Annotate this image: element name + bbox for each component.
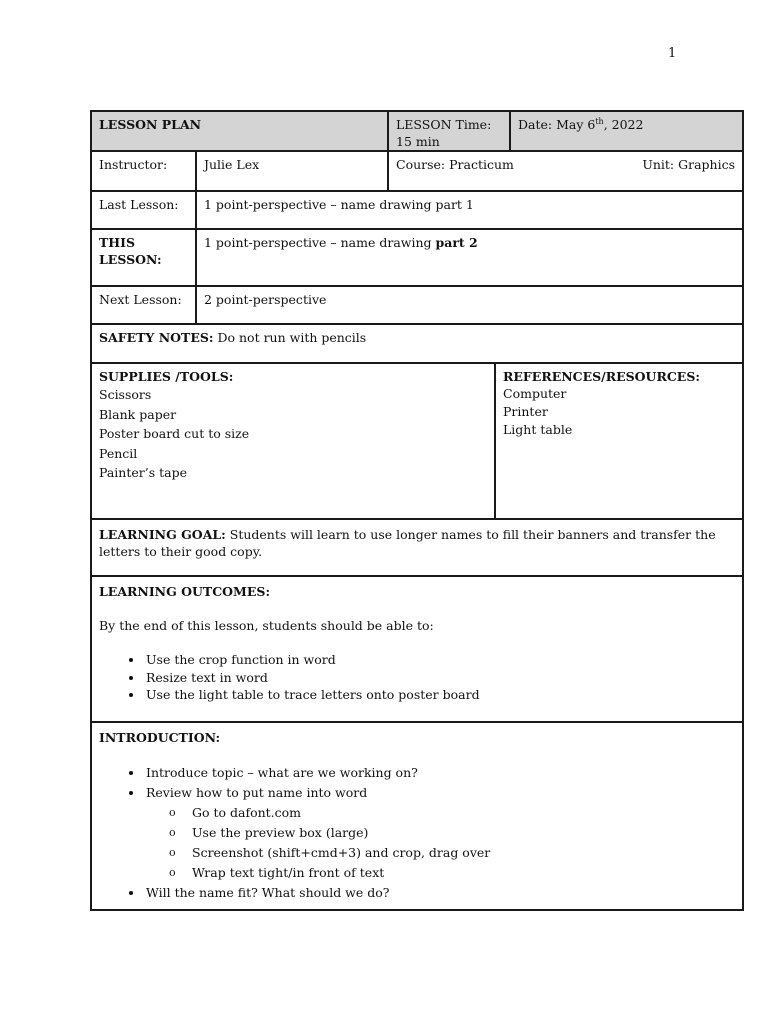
supplies-item: Painter’s tape — [99, 465, 187, 480]
instructor-value: Julie Lex — [195, 152, 387, 190]
list-item: • Use the crop function in word — [144, 651, 735, 669]
introduction — [92, 723, 742, 909]
references-item: Printer — [503, 404, 548, 419]
learning-goal-label: LEARNING GOAL: — [99, 527, 226, 542]
course-unit-cell — [387, 152, 742, 190]
introduction-row — [92, 721, 742, 909]
sub-list-item: o Go to dafont.com — [190, 803, 735, 823]
references-label: REFERENCES/RESOURCES: — [503, 369, 700, 384]
supplies-references-row — [92, 362, 742, 518]
learning-goal — [92, 520, 742, 575]
last-lesson-value: 1 point-perspective – name drawing part 1 — [195, 192, 742, 228]
learning-outcomes-label: LEARNING OUTCOMES: — [99, 584, 271, 599]
this-lesson-row — [92, 228, 742, 285]
supplies-item: Blank paper — [99, 406, 177, 422]
this-lesson-label: THIS LESSON: — [99, 235, 162, 267]
supplies-cell — [92, 364, 494, 518]
list-item: • Use the light table to trace letters onto poster board — [144, 686, 735, 704]
list-item: • Resize text in word — [144, 669, 735, 687]
lesson-plan-title: LESSON PLAN — [99, 117, 202, 132]
list-item: • Will the name fit? What should we do? — [144, 883, 735, 903]
page-number: 1 — [668, 46, 677, 61]
date-cell — [509, 112, 742, 150]
learning-outcomes-intro: By the end of this lesson, students should be able to: — [99, 618, 434, 633]
list-item: • Introduce topic – what are we working on? — [144, 763, 735, 783]
introduction-sublist — [146, 803, 735, 883]
date-text: Date: May 6th, 2022 — [518, 116, 644, 132]
safety-row — [92, 323, 742, 362]
circle-bullet-icon: o — [169, 826, 176, 839]
lesson-plan-table — [90, 110, 744, 911]
references-item: Light table — [503, 422, 573, 437]
supplies-item: Pencil — [99, 445, 138, 461]
instructor-row — [92, 150, 742, 190]
lesson-time-label: LESSON Time: — [396, 117, 492, 132]
circle-bullet-icon: o — [169, 806, 176, 819]
learning-outcomes-row — [92, 575, 742, 721]
this-lesson-value: 1 point-perspective – name drawing part 2 — [195, 230, 742, 285]
safety-label: SAFETY NOTES: — [99, 330, 214, 345]
supplies-item: Scissors — [99, 387, 152, 402]
sub-list-item: o Wrap text tight/in front of text — [190, 863, 735, 883]
next-lesson-label: Next Lesson: — [99, 292, 182, 307]
lesson-time-value: 15 min — [396, 134, 440, 149]
references-item: Computer — [503, 386, 567, 401]
introduction-label: INTRODUCTION: — [99, 730, 221, 745]
learning-outcomes — [92, 577, 742, 721]
learning-goal-row — [92, 518, 742, 575]
introduction-list — [99, 763, 735, 903]
supplies-label: SUPPLIES /TOOLS: — [99, 369, 234, 384]
learning-goal-text: Students will learn to use longer names to fill their banners and transfer the letters to their good copy. — [99, 527, 716, 559]
circle-bullet-icon: o — [169, 846, 176, 859]
last-lesson-label: Last Lesson: — [99, 197, 179, 212]
safety-notes — [92, 325, 742, 362]
lesson-time-cell — [387, 112, 509, 150]
circle-bullet-icon: o — [169, 866, 176, 879]
safety-text: Do not run with pencils — [213, 330, 367, 345]
lesson-plan-title-cell — [92, 112, 387, 150]
references-cell — [494, 364, 742, 518]
course-text: Course: Practicum — [396, 157, 514, 172]
last-lesson-row — [92, 190, 742, 228]
list-item: • Review how to put name into word o Go to dafont.com o Use the preview box (large) o Screenshot (shift+cmd+3) and crop, drag over o Wrap text tight/in front of text — [144, 783, 735, 883]
supplies-item: Poster board cut to size — [99, 426, 250, 441]
next-lesson-value: 2 point-perspective — [195, 287, 742, 323]
sub-list-item: o Screenshot (shift+cmd+3) and crop, drag over — [190, 843, 735, 863]
outcomes-list — [99, 651, 735, 704]
header-row — [92, 112, 742, 150]
instructor-label: Instructor: — [99, 157, 168, 172]
unit-text: Unit: Graphics — [642, 157, 735, 172]
sub-list-item: o Use the preview box (large) — [190, 823, 735, 843]
next-lesson-row — [92, 285, 742, 323]
